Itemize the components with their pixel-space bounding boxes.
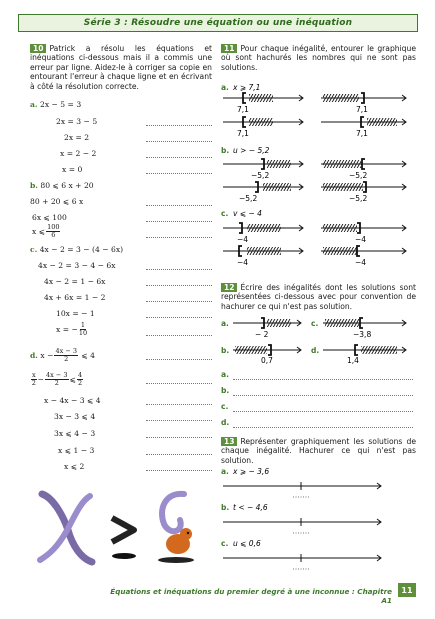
ex11-a-graph4[interactable]	[321, 117, 406, 138]
svg-text:c.: c.	[221, 209, 229, 218]
ex11-c-graph3[interactable]	[223, 246, 303, 267]
ex10-c-fraction: $\frac{1}{10}$	[78, 321, 88, 337]
svg-text:−5,2: −5,2	[239, 194, 258, 203]
purple-x-icon	[40, 494, 92, 562]
svg-text:7,1: 7,1	[237, 105, 249, 114]
svg-text:x ⩾ 7,1: x ⩾ 7,1	[233, 83, 261, 92]
ex10-d-line6: x ⩽ 1 − 3	[58, 446, 95, 455]
svg-text:−3,8: −3,8	[353, 330, 372, 339]
svg-text:−5,2: −5,2	[349, 171, 368, 180]
ex12-answer-d[interactable]	[233, 426, 413, 428]
series-header	[18, 14, 418, 32]
ex13-b[interactable]	[221, 503, 381, 533]
ex11-a-graph1[interactable]	[223, 93, 303, 114]
svg-text:7,1: 7,1	[237, 129, 249, 138]
ex10-c-line2: 4x − 2 = 3 − 4 − 6x	[38, 261, 116, 270]
svg-text:c.: c.	[221, 539, 229, 548]
svg-text:v ⩽ − 4: v ⩽ − 4	[233, 209, 262, 218]
ex10-d-line1: d. x − $\frac{4x - 3}{2}$ ⩽ 4	[30, 347, 95, 363]
ex10-c-line1: 4x − 2 = 3 − (4 − 6x)	[39, 245, 124, 254]
ex10-c-answer4[interactable]	[146, 300, 212, 302]
svg-text:c.: c.	[311, 319, 319, 328]
svg-text:u > − 5,2: u > − 5,2	[233, 146, 270, 155]
ex10-d-answer2[interactable]	[146, 382, 212, 384]
svg-text:−4: −4	[237, 258, 249, 267]
ex10-d-line4: 3x − 3 ⩽ 4	[54, 412, 96, 421]
svg-text:x ⩾ − 3,6: x ⩾ − 3,6	[233, 467, 270, 476]
ex10-b-answer2[interactable]	[146, 204, 212, 206]
ex10-a-line1: 2x − 5 = 3	[40, 100, 82, 109]
ex10-b-line2: 80 + 20 ⩽ 6 x	[30, 197, 84, 206]
ex11-a-graph2[interactable]	[321, 93, 406, 114]
svg-text:b.: b.	[221, 503, 230, 512]
ex11-c-graph1[interactable]	[223, 223, 303, 244]
ex10-d-line2: $\frac{x}{2}$ − $\frac{4x - 3}{2}$ ⩽ $\frac{4}{2}$	[31, 371, 83, 387]
ex10-c-answer3[interactable]	[146, 284, 212, 286]
svg-text:7,1: 7,1	[356, 129, 368, 138]
squirrel-icon	[158, 494, 194, 563]
ex12-graphs	[221, 312, 416, 364]
svg-text:1,4: 1,4	[347, 356, 359, 364]
ex10-d-answer1[interactable]	[146, 358, 212, 360]
ex10-c-label: c.	[30, 245, 38, 254]
ex11-c-graph2[interactable]	[321, 223, 406, 244]
svg-text:t < − 4,6: t < − 4,6	[233, 503, 268, 512]
ex13-number: 13	[221, 437, 237, 446]
ex12-answer-c[interactable]	[233, 410, 413, 412]
page-number: 11	[398, 583, 416, 597]
ex10-a-line2: 2x = 3 − 5	[56, 117, 98, 126]
ex11-b-graph3[interactable]	[223, 182, 303, 203]
footer-chapter: Équations et inéquations du premier degré à une inconnue : Chapitre A1	[110, 587, 392, 605]
ex12-graph-d	[311, 345, 406, 364]
svg-text:−5,2: −5,2	[251, 171, 270, 180]
ex11-intro: 11 Pour chaque inégalité, entourer le graphique où sont hachurés les nombres qui ne sont pas solutions.	[221, 44, 416, 72]
ex10-c-line4: 4x + 6x = 1 − 2	[44, 293, 106, 302]
ex10-b-answer4[interactable]	[146, 236, 212, 238]
ex10-number: 10	[30, 44, 46, 53]
ex11-c-graph4[interactable]	[321, 246, 406, 267]
ex10-a-answer3[interactable]	[146, 140, 212, 142]
ex10-d-answer7[interactable]	[146, 469, 212, 471]
svg-text:b.: b.	[221, 346, 230, 355]
svg-text:− 2: − 2	[255, 330, 269, 339]
ex10-c-line5: 10x = − 1	[56, 309, 95, 318]
ex12-graph-b	[221, 345, 301, 364]
ex11-b-graph2[interactable]	[321, 159, 406, 180]
greater-than-icon	[112, 518, 136, 559]
ex10-d-answer5[interactable]	[146, 436, 212, 438]
ex11-a-graph3[interactable]	[223, 117, 303, 138]
ex10-c-answer2[interactable]	[146, 268, 212, 270]
svg-text:−4: −4	[355, 258, 367, 267]
svg-text:u ⩽ 0,6: u ⩽ 0,6	[233, 539, 261, 548]
ex11-number: 11	[221, 44, 237, 53]
svg-text:−5,2: −5,2	[349, 194, 368, 203]
decorative-illustration	[34, 488, 204, 568]
svg-text:a.: a.	[221, 319, 229, 328]
ex10-c-line3: 4x − 2 = 1 − 6x	[44, 277, 106, 286]
ex11-graphs	[221, 80, 416, 275]
ex11-a	[221, 83, 406, 138]
ex10-d-answer6[interactable]	[146, 453, 212, 455]
ex12-graph-a	[221, 318, 301, 339]
ex10-d-line5: 3x ⩽ 4 − 3	[54, 429, 96, 438]
ex10-c-line6: x = − $\frac{1}{10}$	[56, 321, 88, 337]
ex10-a-line3: 2x = 2	[64, 133, 90, 142]
ex10-a-answer4[interactable]	[146, 156, 212, 158]
ex10-d-line7: x ⩽ 2	[64, 462, 85, 471]
ex10-d-line3: x − 4x − 3 ⩽ 4	[44, 396, 101, 405]
ex12-graph-c	[311, 318, 406, 339]
ex11-c	[221, 209, 406, 267]
ex10-b-line3: 6x ⩽ 100	[32, 213, 67, 222]
ex13-a[interactable]	[221, 467, 381, 497]
svg-text:−4: −4	[237, 235, 249, 244]
exercise-10	[30, 44, 212, 97]
ex13-c[interactable]	[221, 539, 381, 569]
svg-text:7,1: 7,1	[356, 105, 368, 114]
svg-text:0,7: 0,7	[261, 356, 273, 364]
ex12-answer-b[interactable]	[233, 394, 413, 396]
ex10-d-answer3[interactable]	[146, 403, 212, 405]
ex10-work-area	[30, 100, 220, 480]
svg-text:a.: a.	[221, 467, 229, 476]
ex12-answer-d-label: d.	[221, 418, 230, 427]
ex12-answer-c-label: c.	[221, 402, 229, 411]
ex12-intro: 12 Écrire des inégalités dont les solutions sont représentées ci-dessous avec pour convention de hachurer ce qui n'est pas solution.	[221, 283, 416, 311]
ex10-b-line4: x ⩽ $\frac{100}{6}$	[32, 223, 60, 239]
ex10-b-fraction: $\frac{100}{6}$	[47, 223, 60, 239]
ex12-number: 12	[221, 283, 237, 292]
ex10-b-line1: 80 ⩽ 6 x + 20	[40, 181, 94, 190]
ex10-a-label: a.	[30, 100, 38, 109]
series-title: Série 3 : Résoudre une équation ou une inéquation	[83, 18, 353, 28]
ex10-c-answer5[interactable]	[146, 316, 212, 318]
ex10-b-answer3[interactable]	[146, 220, 212, 222]
ex13-intro: 13 Représenter graphiquement les solutions de chaque inégalité. Hachurer ce qui n'est pas solution.	[221, 437, 416, 465]
svg-text:d.: d.	[311, 346, 320, 355]
ex12-answers	[221, 370, 416, 430]
ex10-a-answer5[interactable]	[146, 172, 212, 174]
ex10-intro: 10 Patrick a résolu les équations et inéquations ci-dessous mais il a commis une erreur par ligne. Aidez-le à corriger sa copie en entourant l'erreur à chaque ligne et en écrivant à côté la résolution correcte.	[30, 44, 212, 91]
ex10-d-answer4[interactable]	[146, 419, 212, 421]
svg-text:a.: a.	[221, 83, 229, 92]
ex13-graphs	[221, 466, 416, 576]
ex11-b	[221, 146, 406, 203]
ex12-answer-b-label: b.	[221, 386, 230, 395]
svg-text:b.: b.	[221, 146, 230, 155]
ex10-b-label: b.	[30, 181, 38, 190]
ex10-a-answer2[interactable]	[146, 124, 212, 126]
svg-text:−4: −4	[355, 235, 367, 244]
ex10-a-line5: x = 0	[62, 165, 83, 174]
ex10-c-answer6[interactable]	[146, 334, 212, 336]
ex11-b-graph1[interactable]	[223, 159, 303, 180]
ex11-b-graph4[interactable]	[321, 182, 406, 203]
ex10-a-line4: x = 2 − 2	[60, 149, 97, 158]
ex12-answer-a[interactable]	[233, 378, 413, 380]
ex12-answer-a-label: a.	[221, 370, 230, 379]
exercise-11	[221, 44, 416, 78]
